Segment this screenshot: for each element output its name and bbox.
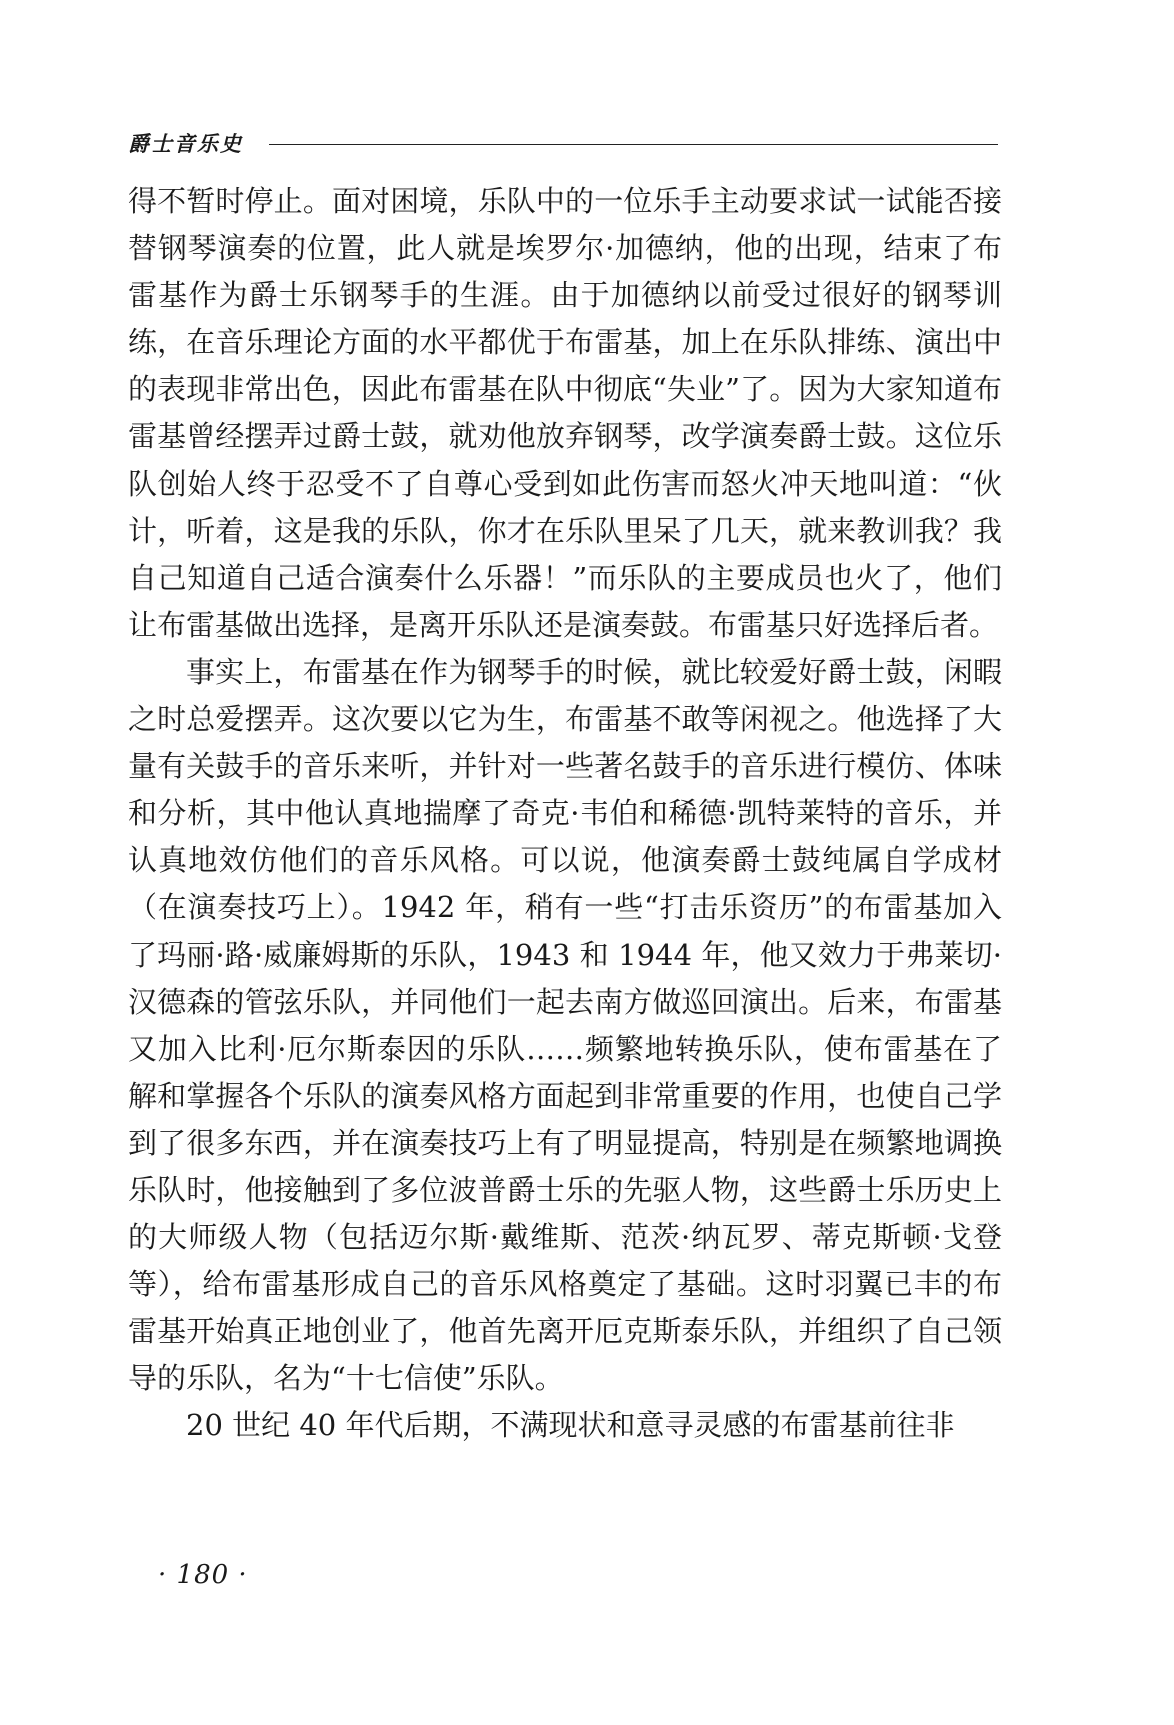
paragraph-continued: 得不暂时停止。面对困境，乐队中的一位乐手主动要求试一试能否接替钢琴演奏的位置，此人就是埃罗尔·加德纳，他的出现，结束了布雷基作为爵士乐钢琴手的生涯。由于加德纳以前受过很好的钢琴训练，在音乐理论方面的水平都优于布雷基，加上在乐队排练、演出中的表现非常出色，因此布雷基在队中彻底“失业”了。因为大家知道布雷基曾经摆弄过爵士鼓，就劝他放弃钢琴，改学演奏爵士鼓。这位乐队创始人终于忍受不了自尊心受到如此伤害而怒火冲天地叫道：“伙计，听着，这是我的乐队，你才在乐队里呆了几天，就来教训我？我自己知道自己适合演奏什么乐器！”而乐队的主要成员也火了，他们让布雷基做出选择，是离开乐队还是演奏鼓。布雷基只好选择后者。 [128, 184, 1002, 642]
running-title: 爵士音乐史 [128, 131, 243, 156]
paragraph: 20 世纪 40 年代后期，不满现状和意寻灵感的布雷基前往非 [186, 1408, 955, 1443]
body-text [128, 178, 1002, 1450]
page-number: · 180 · [158, 1560, 248, 1590]
running-header [128, 128, 998, 158]
header-rule [269, 144, 998, 145]
paragraph: 事实上，布雷基在作为钢琴手的时候，就比较爱好爵士鼓，闲暇之时总爱摆弄。这次要以它为生，布雷基不敢等闲视之。他选择了大量有关鼓手的音乐来听，并针对一些著名鼓手的音乐进行模仿、体味和分析，其中他认真地揣摩了奇克·韦伯和稀德·凯特莱特的音乐，并认真地效仿他们的音乐风格。可以说，他演奏爵士鼓纯属自学成材（在演奏技巧上）。1942 年，稍有一些“打击乐资历”的布雷基加入了玛丽·路·威廉姆斯的乐队，1943 和 1944 年，他又效力于弗莱切·汉德森的管弦乐队，并同他们一起去南方做巡回演出。后来，布雷基又加入比利·厄尔斯泰因的乐队……频繁地转换乐队，使布雷基在了解和掌握各个乐队的演奏风格方面起到非常重要的作用，也使自己学到了很多东西，并在演奏技巧上有了明显提高，特别是在频繁地调换乐队时，他接触到了多位波普爵士乐的先驱人物，这些爵士乐历史上的大师级人物（包括迈尔斯·戴维斯、范茨·纳瓦罗、蒂克斯顿·戈登等），给布雷基形成自己的音乐风格奠定了基础。这时羽翼已丰的布雷基开始真正地创业了，他首先离开厄克斯泰乐队，并组织了自己领导的乐队，名为“十七信使”乐队。 [128, 654, 1002, 1396]
